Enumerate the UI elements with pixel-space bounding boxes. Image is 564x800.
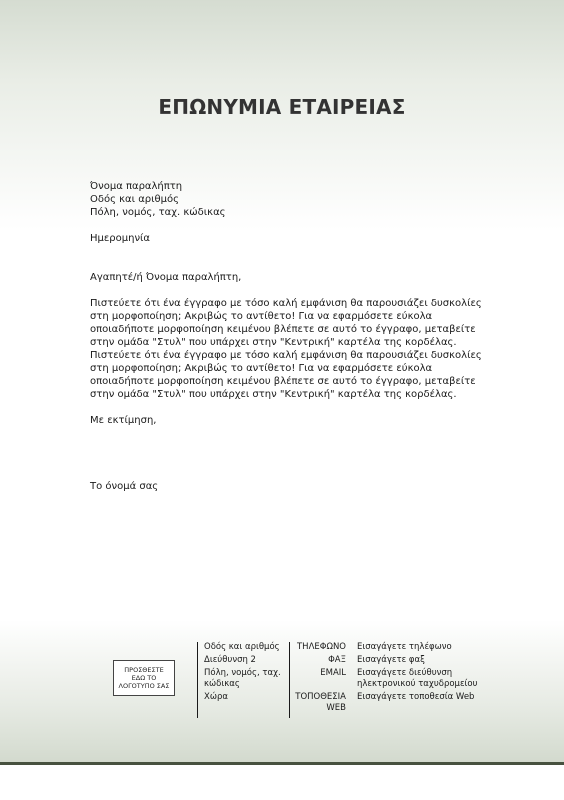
footer-address (197, 642, 284, 718)
contact-row-phone (290, 642, 510, 653)
email-value[interactable]: Εισαγάγετε διεύθυνση ηλεκτρονικού ταχυδρομείου (357, 668, 478, 689)
salutation[interactable]: Αγαπητέ/ή Όνομα παραλήπτη, (90, 272, 242, 283)
contact-row-web (290, 692, 510, 714)
footer-address-line2[interactable]: Διεύθυνση 2 (204, 655, 256, 665)
recipient-street[interactable]: Οδός και αριθμός (90, 194, 179, 205)
sender-name[interactable]: Το όνομά σας (90, 481, 159, 492)
logo-placeholder-text: ΠΡΟΣΘΕΣΤΕ ΕΔΩ ΤΟ ΛΟΓΟΤΥΠΟ ΣΑΣ (118, 666, 170, 690)
web-value[interactable]: Εισαγάγετε τοποθεσία Web (357, 692, 475, 702)
company-name[interactable]: ΕΠΩΝΥΜΙΑ ΕΤΑΙΡΕΙΑΣ (158, 95, 406, 119)
web-label: ΤΟΠΟΘΕΣΙΑ WEB (295, 692, 346, 713)
closing[interactable]: Με εκτίμηση, (90, 415, 157, 426)
body-paragraph-1[interactable]: Πιστεύετε ότι ένα έγγραφο με τόσο καλή εμφάνιση θα παρουσιάζει δυσκολίες στη μορφοποίηση; Ακριβώς το αντίθετο! Για να εφαρμόσετε εύκολα οποιαδήποτε μορφοποίηση κειμένου βλέπετε σε αυτό το έγγραφο, μεταβείτε στην ομάδα "Στυλ" που υπάρχει στην "Κεντρική" καρτέλα της κορδέλας. (90, 298, 482, 348)
contact-row-email (290, 668, 510, 690)
letter-date[interactable]: Ημερομηνία (90, 233, 151, 244)
footer-address-line1[interactable]: Οδός και αριθμός (204, 642, 280, 652)
recipient-address (90, 180, 490, 219)
recipient-city[interactable]: Πόλη, νομός, ταχ. κώδικας (90, 207, 226, 218)
footer-address-line4[interactable]: Χώρα (204, 692, 228, 702)
footer-contact (289, 642, 510, 718)
contact-row-fax (290, 655, 510, 666)
phone-value[interactable]: Εισαγάγετε τηλέφωνο (357, 642, 452, 652)
recipient-name[interactable]: Όνομα παραλήπτη (90, 181, 183, 192)
fax-value[interactable]: Εισαγάγετε φαξ (357, 655, 425, 665)
phone-label: ΤΗΛΕΦΩΝΟ (296, 642, 346, 652)
email-label: EMAIL (320, 668, 346, 678)
footer-rule (0, 762, 564, 765)
logo-placeholder[interactable] (113, 660, 175, 696)
body-paragraph-2[interactable]: Πιστεύετε ότι ένα έγγραφο με τόσο καλή εμφάνιση θα παρουσιάζει δυσκολίες στη μορφοποίηση; Ακριβώς το αντίθετο! Για να εφαρμόσετε εύκολα οποιαδήποτε μορφοποίηση κειμένου βλέπετε σε αυτό το έγγραφο, μεταβείτε στην ομάδα "Στυλ" που υπάρχει στην "Κεντρική" καρτέλα της κορδέλας. (90, 350, 482, 400)
letter-body (90, 180, 490, 427)
fax-label: ΦΑΞ (328, 655, 346, 665)
footer-address-line3[interactable]: Πόλη, νομός, ταχ. κώδικας (204, 668, 281, 689)
